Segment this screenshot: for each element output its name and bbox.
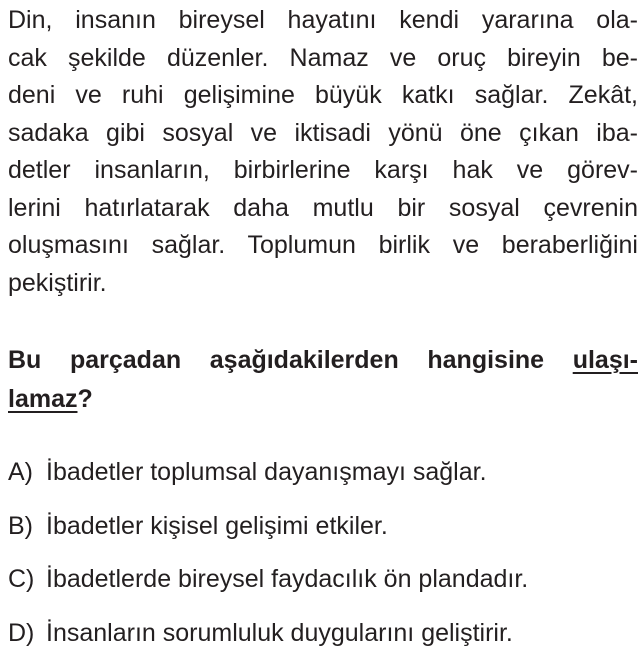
- passage-line: detler insanların, birbirlerine karşı hak ve görev-: [8, 152, 638, 190]
- question-underlined-text: lamaz: [8, 385, 77, 413]
- option-text: İbadetler kişisel gelişimi etkiler.: [46, 512, 388, 540]
- answer-option-a[interactable]: [8, 452, 638, 506]
- question-underlined-text: ulaşı-: [573, 346, 638, 374]
- passage-line: lerini hatırlatarak daha mutlu bir sosyal çevrenin: [8, 190, 638, 228]
- question-line: [8, 341, 638, 380]
- question-mark: ?: [77, 385, 92, 413]
- option-letter: C): [8, 559, 46, 599]
- passage-line: oluşmasını sağlar. Toplumun birlik ve beraberliğini: [8, 227, 638, 265]
- passage-line: sadaka gibi sosyal ve iktisadi yönü öne çıkan iba-: [8, 115, 638, 153]
- option-text: İbadetlerde bireysel faydacılık ön plandadır.: [46, 565, 528, 593]
- option-text: İnsanların sorumluluk duygularını geliştirir.: [46, 619, 513, 647]
- question-text: Bu parçadan aşağıdakilerden hangisine: [8, 346, 573, 374]
- passage: [8, 2, 638, 302]
- answer-option-c[interactable]: [8, 559, 638, 613]
- option-letter: B): [8, 506, 46, 546]
- passage-line: Din, insanın bireysel hayatını kendi yararına ola-: [8, 2, 638, 40]
- option-letter: D): [8, 613, 46, 653]
- question-line: [8, 380, 638, 419]
- answer-options: [8, 452, 638, 666]
- passage-line: pekiştirir.: [8, 265, 638, 303]
- option-letter: A): [8, 452, 46, 492]
- passage-line: cak şekilde düzenler. Namaz ve oruç bireyin be-: [8, 40, 638, 78]
- answer-option-b[interactable]: [8, 506, 638, 560]
- question-stem: [8, 341, 638, 419]
- passage-line: deni ve ruhi gelişimine büyük katkı sağlar. Zekât,: [8, 77, 638, 115]
- answer-option-d[interactable]: [8, 613, 638, 666]
- option-text: İbadetler toplumsal dayanışmayı sağlar.: [46, 458, 487, 486]
